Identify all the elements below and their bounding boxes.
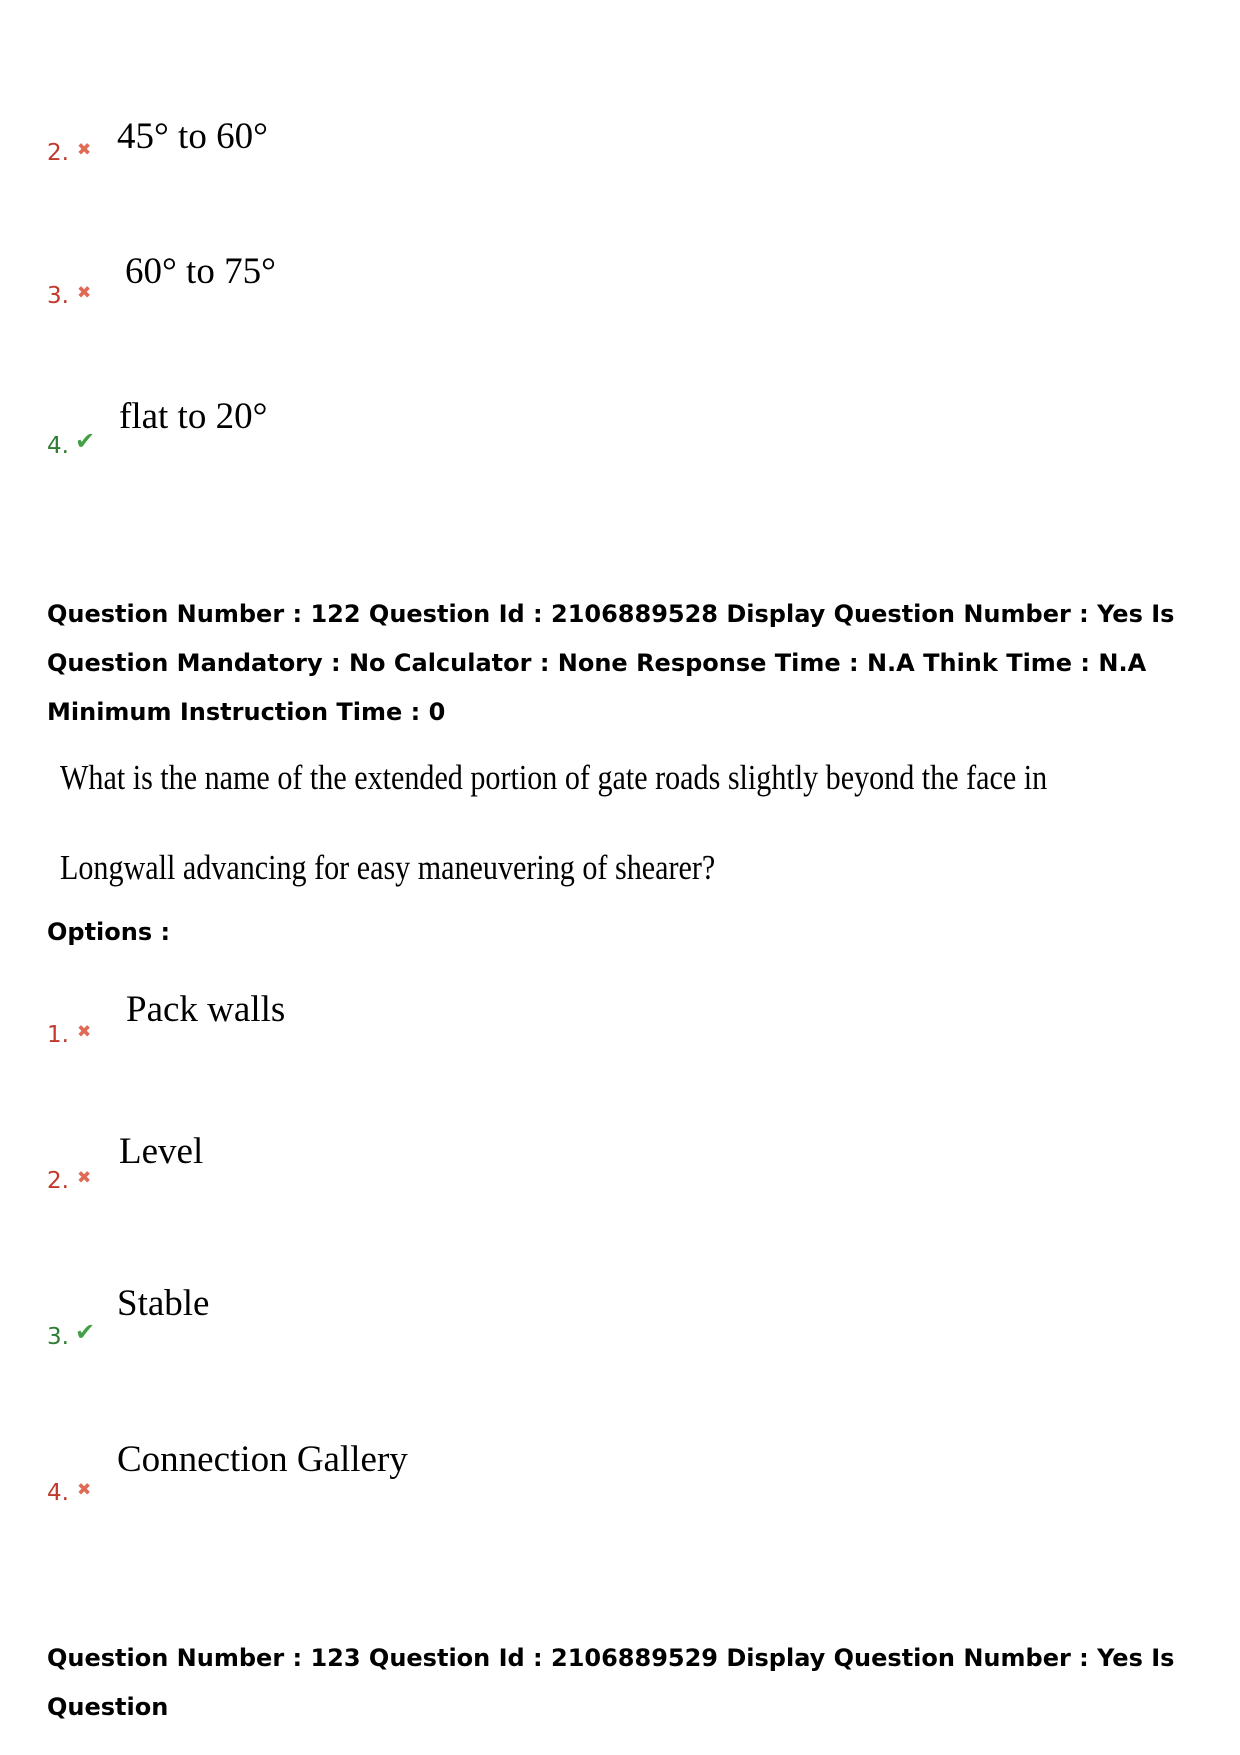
option-number: 4. — [47, 433, 69, 459]
check-mark-icon: ✔ — [75, 427, 96, 455]
option-number: 2. — [47, 1168, 69, 1194]
option-item — [47, 250, 947, 310]
option-number: 1. — [47, 1022, 69, 1048]
option-text: Level — [119, 1131, 204, 1172]
wrong-mark-icon: ✖ — [77, 1480, 92, 1500]
option-text: 60° to 75° — [125, 251, 276, 292]
wrong-mark-icon: ✖ — [77, 283, 92, 303]
wrong-mark-icon: ✖ — [77, 1168, 92, 1188]
option-number: 3. — [47, 1324, 69, 1350]
option-item — [47, 115, 947, 175]
option-item — [47, 988, 947, 1048]
option-item — [47, 395, 947, 459]
option-number: 3. — [47, 283, 69, 309]
option-number: 4. — [47, 1480, 69, 1506]
option-item — [47, 1130, 947, 1194]
option-item — [47, 1282, 947, 1350]
option-text: 45° to 60° — [117, 116, 268, 157]
option-text: Stable — [117, 1283, 210, 1324]
question-text-line-2: Longwall advancing for easy maneuvering of shearer? — [60, 848, 716, 887]
option-text: flat to 20° — [119, 396, 268, 437]
options-label: Options : — [47, 918, 171, 946]
option-number: 2. — [47, 140, 69, 166]
wrong-mark-icon: ✖ — [77, 140, 92, 160]
question-metadata: Question Number : 123 Question Id : 2106889529 Display Question Number : Yes Is Question — [47, 1644, 1175, 1721]
option-text: Connection Gallery — [117, 1439, 408, 1480]
question-text-line-1: What is the name of the extended portion of gate roads slightly beyond the face in — [60, 758, 1048, 797]
option-item — [47, 1438, 947, 1506]
option-text: Pack walls — [126, 989, 286, 1030]
question-metadata: Question Number : 122 Question Id : 2106889528 Display Question Number : Yes Is Question Mandatory : No Calculator : None Response Time : N.A Think Time : N.A Minimum Instruction Time : 0 — [47, 600, 1175, 726]
check-mark-icon: ✔ — [75, 1318, 96, 1346]
wrong-mark-icon: ✖ — [77, 1022, 92, 1042]
